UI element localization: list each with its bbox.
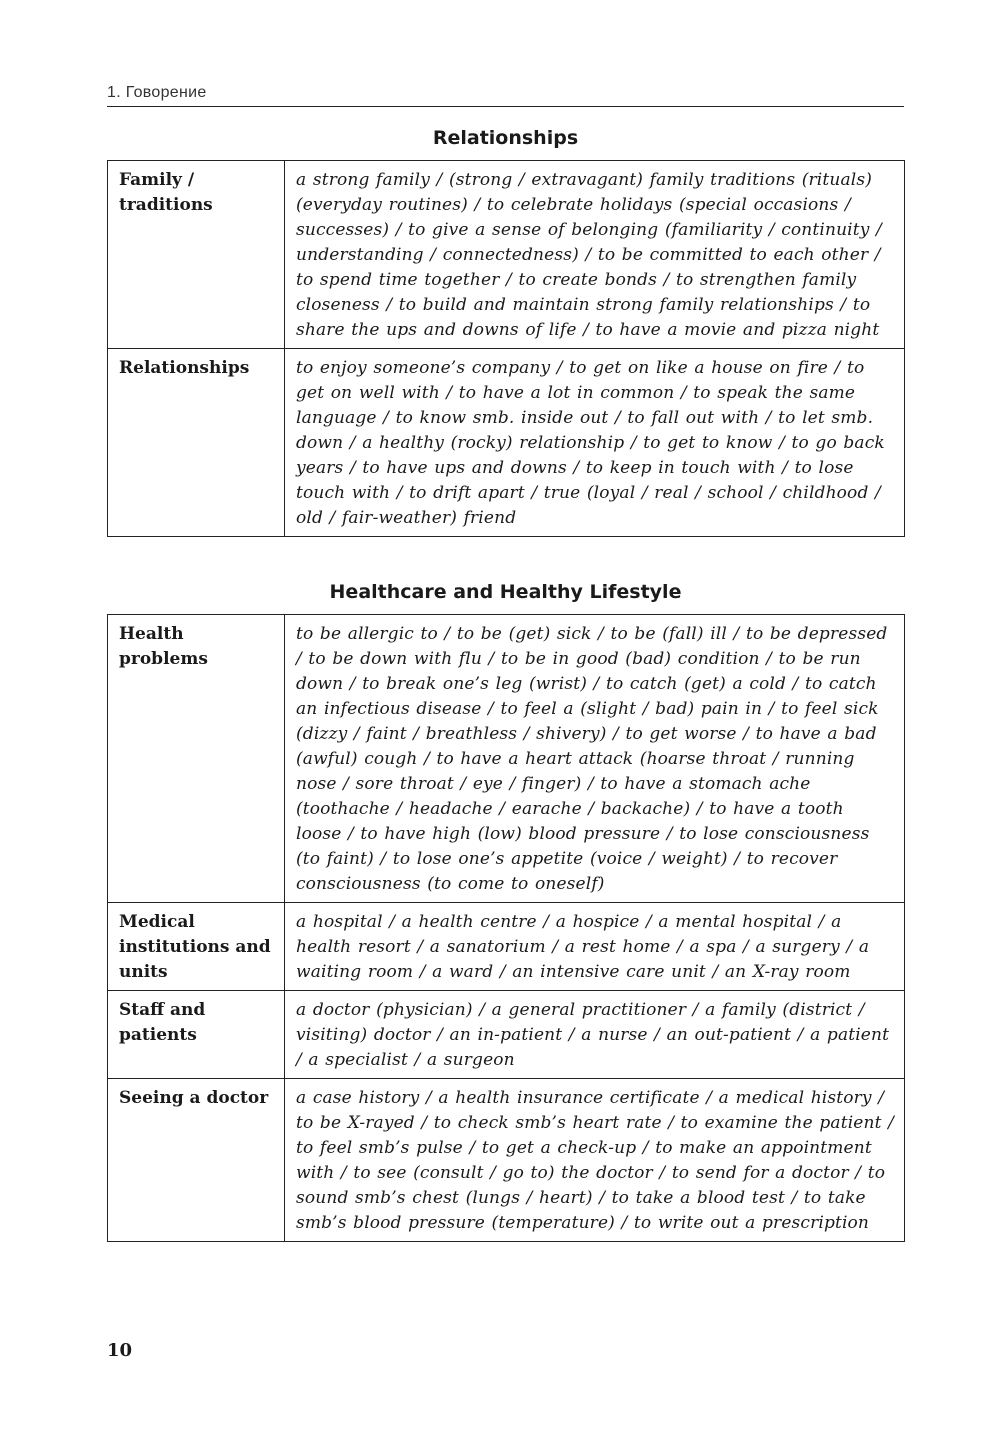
- row-term: Seeing a doctor: [108, 1079, 285, 1242]
- table-row: [108, 615, 905, 903]
- healthcare-table: [107, 614, 905, 1242]
- section-title-relationships: Relationships: [432, 127, 579, 149]
- table-row: [108, 161, 905, 349]
- row-definition: to be allergic to / to be (get) sick / to be (fall) ill / to be depressed / to be down with flu / to be in good (bad) condition / to be run down / to break one’s leg (wrist) / to catch (get) a cold / to catch an infectious disease / to feel a (slight / bad) pain in / to feel sick (dizzy / faint / breathless / shivery) / to get worse / to have a bad (awful) cough / to have a heart attack (hoarse throat / running nose / sore throat / eye / finger) / to have a stomach ache (toothache / headache / earache / backache) / to have a tooth loose / to have high (low) blood pressure / to lose consciousness (to faint) / to lose one’s appetite (voice / weight) / to recover consciousness (to come to oneself): [285, 615, 905, 903]
- page-number: 10: [107, 1340, 133, 1361]
- table-row: [108, 991, 905, 1079]
- section-title-healthcare: Healthcare and Healthy Lifestyle: [329, 581, 682, 603]
- running-head: 1. Говорение: [107, 84, 904, 107]
- relationships-table: [107, 160, 905, 537]
- row-definition: to enjoy someone’s company / to get on like a house on fire / to get on well with / to have a lot in common / to speak the same language / to know smb. inside out / to fall out with / to let smb. down / a healthy (rocky) relationship / to get to know / to go back years / to have ups and downs / to keep in touch with / to lose touch with / to drift apart / true (loyal / real / school / childhood / old / fair-weather) friend: [285, 349, 905, 537]
- row-definition: a strong family / (strong / extravagant) family traditions (rituals) (everyday routines) / to celebrate holidays (special occasions / successes) / to give a sense of belonging (familiarity / continuity / understanding / connectedness) / to be committed to each other / to spend time together / to create bonds / to strengthen family closeness / to build and maintain strong family relationships / to share the ups and downs of life / to have a movie and pizza night: [285, 161, 905, 349]
- row-term: Staff and patients: [108, 991, 285, 1079]
- row-term: Health problems: [108, 615, 285, 903]
- row-definition: a case history / a health insurance certificate / a medical history / to be X-rayed / to check smb’s heart rate / to examine the patient / to feel smb’s pulse / to get a check-up / to make an appointment with / to see (consult / go to) the doctor / to send for a doctor / to sound smb’s chest (lungs / heart) / to take a blood test / to take smb’s blood pressure (temperature) / to write out a prescription: [285, 1079, 905, 1242]
- row-definition: a hospital / a health centre / a hospice / a mental hospital / a health resort / a sanatorium / a rest home / a spa / a surgery / a waiting room / a ward / an intensive care unit / an X-ray room: [285, 903, 905, 991]
- table-row: [108, 903, 905, 991]
- row-definition: a doctor (physician) / a general practitioner / a family (district / visiting) doctor / an in-patient / a nurse / an out-patient / a patient / a specialist / a surgeon: [285, 991, 905, 1079]
- row-term: Family / traditions: [108, 161, 285, 349]
- row-term: Relationships: [108, 349, 285, 537]
- table-row: [108, 349, 905, 537]
- table-row: [108, 1079, 905, 1242]
- row-term: Medical institutions and units: [108, 903, 285, 991]
